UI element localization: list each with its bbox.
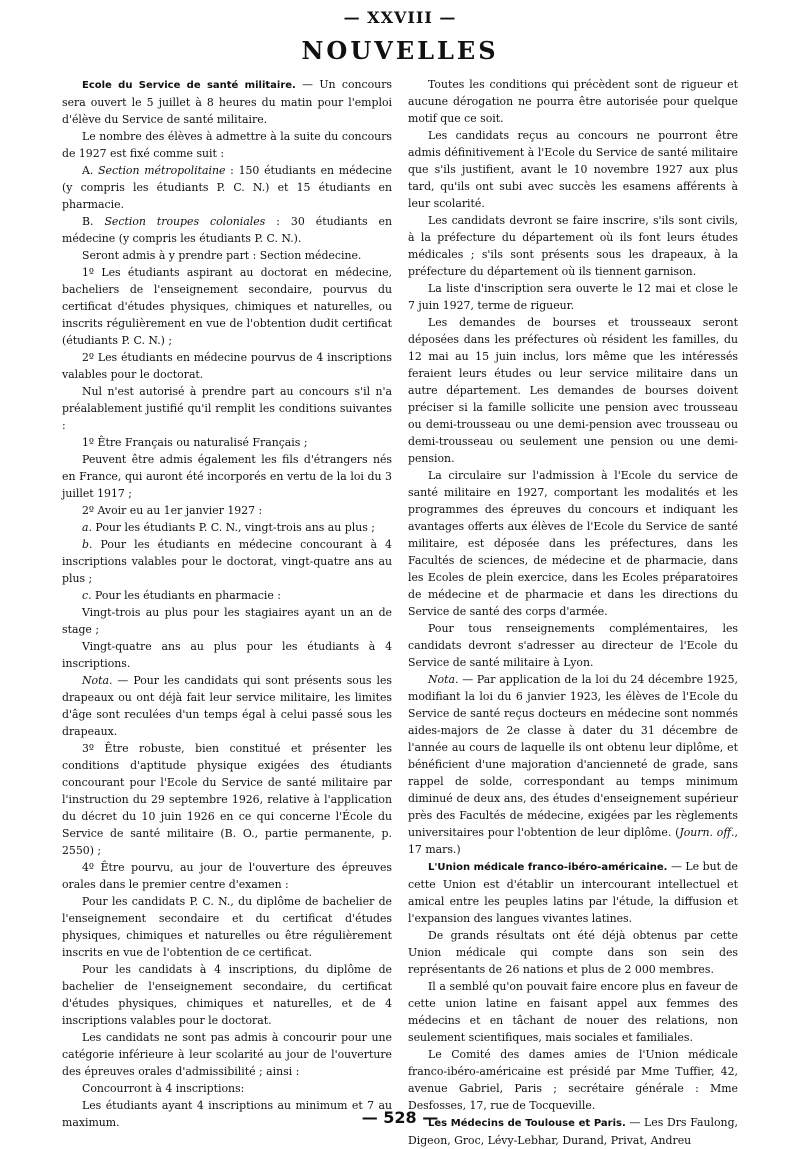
paragraph: 1º Les étudiants aspirant au doctorat en médecine, bacheliers de l'enseignement secondaire, pourvus du certificat d'études physiques, chimiques et naturelles, ou inscrits régulièrement en vue de l'obtention dudit certificat (étudiants P. C. N.) ; [62, 266, 392, 347]
paragraph [62, 587, 392, 604]
paragraph [408, 671, 738, 858]
paragraph-text: — Par application de la loi du 24 décembre 1925, modifiant la loi du 6 janvier 1923, les élèves de l'Ecole du Service de santé reçus docteurs en médecine sont nommés aides-majors de 2e classe à dater du 31 décembre de l'année au cours de laquelle ils ont obtenu leur diplôme, et bénéficient d'une majoration d'ancienneté de grade, sans rappel de solde, correspondant au temps minimum diminué de deux ans, des études d'enseignement supérieur près des Facultés de médecine, exigées par les règlements universitaires pour l'obtention de leur diplôme. ( [408, 673, 738, 839]
italic-text: Section métropolitaine [98, 164, 226, 177]
paragraph: Pour les candidats P. C. N., du diplôme de bachelier de l'enseignement secondaire et du certificat d'études physiques, chimiques et naturelles ou être régulièrement inscrits en vue de l'obtention de ce certificat. [62, 895, 392, 959]
paragraph [62, 162, 392, 213]
paragraph [62, 519, 392, 536]
paragraph: Les candidats devront se faire inscrire, s'ils sont civils, à la préfecture du département où ils font leurs études médicales ; s'ils sont présents sous les drapeaux, à la préfecture du département où ils tiennent garnison. [408, 214, 738, 278]
item-letter: A. [82, 164, 99, 177]
left-column [62, 76, 392, 1131]
run-in-heading: L'Union médicale franco-ibéro-américaine. [428, 862, 668, 873]
paragraph: La circulaire sur l'admission à l'Ecole du service de santé militaire en 1927, comportant les modalités et les programmes des épreuves du concours et indiquant les avantages offerts aux élèves de l'Ecole du Service de santé militaire, est déposée dans les préfectures, dans les Facultés de sciences, de médecine et de pharmacie, dans les Ecoles de plein exercice, dans les Ecoles préparatoires de médecine et de pharmacie et dans les directions du Service de santé des corps d'armée. [408, 469, 738, 618]
run-in-heading: Les Médecins de Toulouse et Paris. [428, 1118, 626, 1129]
paragraph-text: — Pour les candidats qui sont présents sous les drapeaux ou ont déjà fait leur service militaire, les limites d'âge sont reculées d'un temps égal à celui passé sous les drapeaux. [62, 674, 392, 738]
paragraph: Le Comité des dames amies de l'Union médicale franco-ibéro-américaine est présidé par Mme Tuffier, 42, avenue Gabriel, Paris ; secrétaire générale : Mme Desfosses, 17, rue de Tocqueville. [408, 1048, 738, 1112]
paragraph: 2º Les étudiants en médecine pourvus de 4 inscriptions valables pour le doctorat. [62, 351, 392, 381]
paragraph-text: — Le but de cette Union est d'établir un intercourant intellectuel et amical entre les peuples latins par l'étude, la diffusion et l'expansion des langues vivantes latines. [408, 860, 738, 925]
paragraph-text: — Un concours sera ouvert le 5 juillet à 8 heures du matin pour l'emploi d'élève du Service de santé militaire. [62, 78, 392, 126]
page-number: — 528 — [361, 1108, 439, 1127]
paragraph: Le nombre des élèves à admettre à la suite du concours de 1927 est fixé comme suit : [62, 130, 392, 160]
paragraph: 4º Être pourvu, au jour de l'ouverture des épreuves orales dans le premier centre d'examen : [62, 861, 392, 891]
paragraph [408, 858, 738, 927]
nota-label: Nota. [82, 674, 113, 687]
paragraph [62, 213, 392, 247]
nota-label: Nota. [428, 673, 459, 686]
section-title: NOUVELLES [301, 36, 499, 65]
paragraph: Les candidats ne sont pas admis à concourir pour une catégorie inférieure à leur scolarité au jour de l'ouverture des épreuves orales d'admissibilité ; ainsi : [62, 1031, 392, 1078]
paragraph [62, 536, 392, 587]
paragraph: 3º Être robuste, bien constitué et présenter les conditions d'aptitude physique exigées des étudiants concourant pour l'Ecole du Service de santé militaire par l'instruction du 29 septembre 1926, relative à l'application du décret du 10 juin 1926 en ce qui concerne l'École du Service de santé militaire (B. O., partie permanente, p. 2550) ; [62, 742, 392, 857]
paragraph-text: Pour les étudiants en médecine concourant à 4 inscriptions valables pour le doctorat, vingt-quatre ans au plus ; [62, 538, 392, 585]
right-column [408, 76, 738, 1149]
item-letter: b. [82, 538, 93, 551]
run-in-heading: Ecole du Service de santé militaire. [82, 80, 296, 91]
italic-text: Section troupes coloniales [104, 215, 266, 228]
paragraph: Pour tous renseignements complémentaires, les candidats devront s'adresser au directeur de l'Ecole du Service de santé militaire à Lyon. [408, 622, 738, 669]
paragraph: Les étudiants ayant 4 inscriptions au minimum et 7 au maximum. [62, 1099, 392, 1129]
paragraph: Il a semblé qu'on pouvait faire encore plus en faveur de cette union latine en faisant appel aux femmes des médecins et en tâchant de nouer des relations, non seulement scientifiques, mais sociales et familiales. [408, 980, 738, 1044]
paragraph: De grands résultats ont été déjà obtenus par cette Union médicale qui compte dans son sein des représentants de 26 nations et plus de 2 000 membres. [408, 929, 738, 976]
item-letter: B. [82, 215, 105, 228]
paragraph: Peuvent être admis également les fils d'étrangers nés en France, qui auront été incorporés en vertu de la loi du 3 juillet 1917 ; [62, 453, 392, 500]
paragraph [62, 672, 392, 740]
paragraph: La liste d'inscription sera ouverte le 12 mai et close le 7 juin 1927, terme de rigueur. [408, 282, 738, 312]
paragraph: Les candidats reçus au concours ne pourront être admis définitivement à l'Ecole du Service de santé militaire que s'ils justifient, avant le 10 novembre 1927 aux plus tard, qu'ils ont subi avec succès les esamens afférents à leur scolarité. [408, 129, 738, 210]
paragraph-text: — Les Drs Faulong, Digeon, Groc, Lévy-Lebhar, Durand, Privat, Andreu [408, 1116, 739, 1147]
paragraph: 2º Avoir eu au 1er janvier 1927 : [82, 504, 263, 517]
paragraph: 1º Être Français ou naturalisé Français ; [82, 436, 308, 449]
page-roman-numeral: — XXVIII — [343, 8, 457, 27]
italic-text: Journ. off. [679, 826, 735, 839]
item-letter: c. [82, 589, 92, 602]
paragraph: Pour les candidats à 4 inscriptions, du diplôme de bachelier de l'enseignement secondaire, du certificat d'études physiques, chimiques et naturelles, et de 4 inscriptions valables pour le doctorat. [62, 963, 392, 1027]
paragraph [62, 76, 392, 128]
item-letter: a. [82, 521, 92, 534]
paragraph-text: : 150 étudiants en médecine (y compris les étudiants P. C. N.) et 15 étudiants en pharmacie. [62, 164, 392, 211]
paragraph: Vingt-trois au plus pour les stagiaires ayant un an de stage ; [62, 606, 392, 636]
paragraph: Nul n'est autorisé à prendre part au concours s'il n'a préalablement justifié qu'il remplit les conditions suivantes : [62, 385, 392, 432]
paragraph: Concourront à 4 inscriptions: [82, 1082, 245, 1095]
paragraph-text: Pour les étudiants P. C. N., vingt-trois ans au plus ; [91, 521, 375, 534]
paragraph: Toutes les conditions qui précèdent sont de rigueur et aucune dérogation ne pourra être autorisée pour quelque motif que ce soit. [408, 78, 738, 125]
paragraph-text: : 30 étudiants en médecine (y compris les étudiants P. C. N.). [62, 215, 392, 245]
paragraph: Vingt-quatre ans au plus pour les étudiants à 4 inscriptions. [62, 640, 392, 670]
paragraph-text: , 17 mars.) [408, 826, 738, 856]
paragraph: Seront admis à y prendre part : Section médecine. [82, 249, 362, 262]
paragraph-text: Pour les étudiants en pharmacie : [91, 589, 281, 602]
paragraph: Les demandes de bourses et trousseaux seront déposées dans les préfectures où résident les familles, du 12 mai au 15 juin inclus, lors même que les intéressés feraient leurs études ou leur service militaire dans un autre département. Les demandes de bourses doivent préciser si la famille sollicite une pension avec trousseau ou demi-trousseau ou une demi-pension avec trousseau ou demi-trousseau ou seulement une pension ou une demi-pension. [408, 316, 738, 465]
